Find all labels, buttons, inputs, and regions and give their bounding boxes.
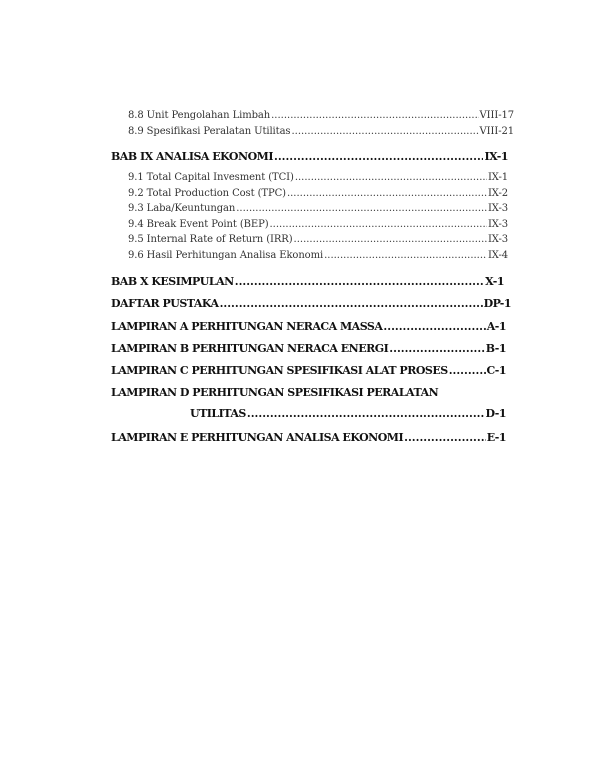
toc-lampiran-d[interactable]	[190, 407, 506, 420]
dot-leader	[291, 126, 478, 137]
toc-chapter-label: LAMPIRAN C PERHITUNGAN SPESIFIKASI ALAT PROSES	[111, 364, 448, 377]
toc-entry-9-3[interactable]	[128, 203, 508, 214]
dot-leader	[247, 407, 485, 420]
toc-chapter-page: X-1	[485, 275, 504, 288]
dot-leader	[383, 320, 485, 333]
toc-lampiran-b[interactable]	[111, 342, 506, 355]
toc-entry-page: VIII-21	[479, 126, 514, 137]
toc-chapter-9[interactable]	[111, 150, 508, 163]
toc-entry-label: 9.3 Laba/Keuntungan	[128, 203, 236, 214]
dot-leader	[220, 297, 483, 310]
toc-entry-page: VIII-17	[479, 110, 514, 121]
toc-entry-page: IX-4	[487, 250, 508, 261]
toc-chapter-page: A-1	[486, 320, 506, 333]
toc-entry-page: IX-2	[487, 188, 508, 199]
toc-daftar-pustaka[interactable]	[111, 297, 511, 310]
dot-leader	[274, 150, 484, 163]
toc-chapter-label: BAB X KESIMPULAN	[111, 275, 234, 288]
dot-leader	[236, 203, 487, 214]
dot-leader	[389, 342, 484, 355]
toc-lampiran-e[interactable]	[111, 431, 506, 444]
toc-entry-page: IX-3	[487, 219, 508, 230]
toc-entry-label: 9.1 Total Capital Invesment (TCI)	[128, 172, 294, 183]
toc-chapter-label: LAMPIRAN A PERHITUNGAN NERACA MASSA	[111, 320, 383, 333]
toc-entry-page: IX-1	[487, 172, 508, 183]
toc-lampiran-c[interactable]	[111, 364, 506, 377]
toc-entry-page: IX-3	[487, 234, 508, 245]
toc-chapter-10[interactable]	[111, 275, 504, 288]
dot-leader	[287, 188, 487, 199]
toc-chapter-label: DAFTAR PUSTAKA	[111, 297, 219, 310]
dot-leader	[324, 250, 487, 261]
toc-entry-label: 9.4 Break Event Point (BEP)	[128, 219, 269, 230]
dot-leader	[449, 364, 486, 377]
toc-entry-9-6[interactable]	[128, 250, 508, 261]
toc-lampiran-d-line1[interactable]: LAMPIRAN D PERHITUNGAN SPESIFIKASI PERALATAN	[111, 386, 439, 399]
toc-chapter-page: D-1	[485, 407, 506, 420]
toc-chapter-label: LAMPIRAN E PERHITUNGAN ANALISA EKONOMI	[111, 431, 404, 444]
toc-entry-9-5[interactable]	[128, 234, 508, 245]
toc-entry-label: 9.6 Hasil Perhitungan Analisa Ekonomi	[128, 250, 324, 261]
dot-leader	[235, 275, 484, 288]
dot-leader	[295, 172, 487, 183]
toc-entry-9-4[interactable]	[128, 219, 508, 230]
toc-entry-label: 9.2 Total Production Cost (TPC)	[128, 188, 286, 199]
toc-chapter-label: LAMPIRAN B PERHITUNGAN NERACA ENERGI	[111, 342, 389, 355]
toc-entry-page: IX-3	[487, 203, 508, 214]
dot-leader	[404, 431, 486, 444]
dot-leader	[294, 234, 487, 245]
dot-leader	[271, 110, 478, 121]
toc-entry-9-1[interactable]	[128, 172, 508, 183]
toc-chapter-page: B-1	[485, 342, 506, 355]
toc-entry-8-8[interactable]	[128, 110, 514, 121]
toc-chapter-label: UTILITAS	[190, 407, 246, 420]
toc-lampiran-a[interactable]	[111, 320, 506, 333]
toc-entry-label: 9.5 Internal Rate of Return (IRR)	[128, 234, 293, 245]
toc-entry-8-9[interactable]	[128, 126, 514, 137]
toc-chapter-page: E-1	[486, 431, 506, 444]
toc-entry-label: 8.8 Unit Pengolahan Limbah	[128, 110, 271, 121]
toc-entry-9-2[interactable]	[128, 188, 508, 199]
toc-chapter-page: DP-1	[483, 297, 511, 310]
toc-chapter-page: IX-1	[484, 150, 508, 163]
dot-leader	[270, 219, 487, 230]
toc-chapter-page: C-1	[486, 364, 506, 377]
toc-entry-label: 8.9 Spesifikasi Peralatan Utilitas	[128, 126, 291, 137]
toc-chapter-label: BAB IX ANALISA EKONOMI	[111, 150, 273, 163]
